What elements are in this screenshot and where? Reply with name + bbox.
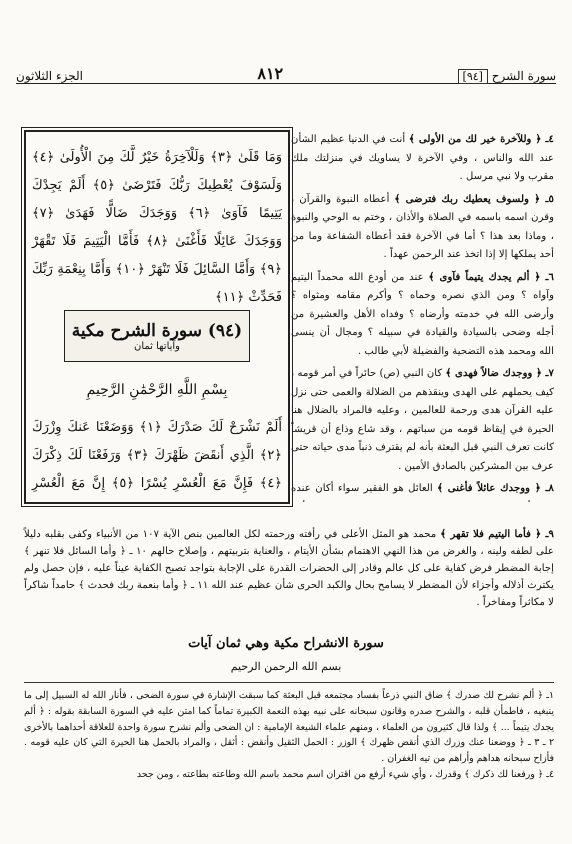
commentary-item: [24, 526, 554, 611]
page-number: ٨١٢: [257, 64, 284, 83]
quran-frame: [24, 130, 290, 504]
commentary-paragraph: ١ـ ﴿ ألم نشرح لك صدرك ﴾ ضاق النبي ذرعاً بفساد مجتمعه قبل البعثة كما سبقت الإشارة في سورة الضحى ، فأنار الله له السبيل إلى ما ينبغيه ، فاطمأن قلبه ، والشرح صدره وقانون سبحانه على نبيه بهذه النعمة الكبيرة تماماً كما امتن عليه في السورة السابقة بقوله : ﴿ ألم يجدك يتيماً ... ﴾ ولذا قال كثيرون من العلماء ، ومنهم علماء الشيعة الإمامية : ان الضحى وألم نشرح سورة واحدة للعلاقة أحداهما بالأخرى ٢ ـ ٣ ـ ﴿ ووضعنا عنك وزرك الذي أنقض ظهرك ﴾ الوزر : الحمل الثقيل وأنقض : أثقل ، والمراد بالحمل هنا الحيرة التي كان عليه قومه . فأزاح سبحانه هداهم وأراهم من تيه الغفران .: [24, 690, 554, 765]
header-juz: الجزء الثلاثون: [16, 69, 83, 83]
basmala: بِسْمِ اللَّهِ الرَّحْمَٰنِ الرَّحِيمِ: [86, 382, 228, 398]
commentary-continuation: [24, 526, 554, 611]
basmala-small: بسم الله الرحمن الرحيم: [230, 660, 342, 673]
commentary-head: ٦ـ ﴿ ألم يجدك يتيماً فآوى ﴾: [428, 270, 554, 283]
commentary-text: أعطاه النبوة والقرآن ، وقرن اسمه باسمه في الصلاة والأذان ، وختم به الوحي والنبوة ، وماذا بعد هذا ؟ أما في الآخرة فقد أعطاه الشفاعة وما من أحد يملكها إلا إذا اتخذ عند الرحمن عهداً .: [291, 193, 554, 260]
commentary-item: [291, 364, 554, 476]
sura-title: (٩٤) سورة الشرح مكية: [71, 320, 243, 341]
commentary-head: ٧ـ ﴿ ووجدك ضالاً فهدى ﴾: [445, 367, 554, 379]
commentary-item: [291, 130, 554, 187]
commentary-text: محمد هو المثل الأعلى في رأفته ورحمته لكل العالمين بنص الآية ١٠٧ من الأنبياء وكفى بقلبه دليلاً على لطفه ولينه ، والغرض من هذا النهي الاهتمام بشأن الأيتام ، والعناية بتربيتهم ، وإصلاح حالهم ١٠ ـ ﴿ وأما السائل فلا تنهر ﴾ إجابة المضطر فرض كفاية على كل عالم وقادر إلى الحضرات القدرة على الإجابة بتواجد تصبح الكفاية عيناً عليه ، فإن حصل ولم يكترث أذلاله وأجزاء لأن المضطر لا يسامح بحال والكبد الحرى شأن عظيم عند الله ١١ ـ ﴿ وأما بنعمة ربك فحدث ﴾ حامداً شاكراً لا مكاثراً ومفاخراً .: [24, 529, 554, 608]
commentary-head: ٨ـ ﴿ ووجدك عائلاً فأغنى ﴾: [437, 482, 554, 494]
divider: [24, 682, 554, 683]
commentary-item: [291, 268, 554, 362]
commentary-item: [291, 479, 554, 502]
commentary-text: أنت في الدنيا عظيم الشأن عند الله والناس ، وفي الآخرة لا يساويك في منزلتك ملك مقرب ولا نبي مرسل .: [291, 134, 554, 182]
sura-banner: سورة الانشراح مكية وهي ثمان آيات: [188, 636, 384, 651]
header-sura: [458, 69, 556, 83]
header-sura-name: سورة الشرح: [491, 69, 556, 83]
commentary-paragraph: ٤ـ ﴿ ورفعنا لك ذكرك ﴾ وقدرك ، وأي شيء أرفع من اقتران اسم محمد باسم الله وطاعته بطاعته ، ومن جحد: [136, 768, 554, 780]
commentary-item: [291, 190, 554, 265]
commentary-text: كان النبي (ص) حائراً في أمر قومه ، كيف يحملهم على الهدى وينقذهم من الضلالة والعمى حتى نزل عليه القرآن هدى ورحمة للعالمين ، وعليه فالمراد بالضلال هنا الحيرة في إيقاظ قومه من سباتهم ، وقد شاع وذاع أن قريشاً كانت تعرف النبي قبل البعثة بأنه لم يقترف ذنباً مدى حياته حتى عرف بين المشركين بالصادق الأمين .: [291, 368, 554, 472]
header-sura-number: [٩٤]: [458, 69, 488, 84]
commentary-text: العائل هو الفقير سواء أكان عنده: [291, 483, 433, 494]
page-header: [16, 61, 556, 84]
quran-verses-duha: وَمَا قَلَىٰ ﴿٣﴾ وَلَلْآخِرَةُ خَيْرٌ لَّكَ مِنَ الْأُولَىٰ ﴿٤﴾ وَلَسَوْفَ يُعْطِيكَ رَبُّكَ فَتَرْضَىٰ ﴿٥﴾ أَلَمْ يَجِدْكَ يَتِيمًا فَآوَىٰ ﴿٦﴾ وَوَجَدَكَ ضَالًّا فَهَدَىٰ ﴿٧﴾ وَوَجَدَكَ عَائِلًا فَأَغْنَىٰ ﴿٨﴾ فَأَمَّا الْيَتِيمَ فَلَا تَقْهَرْ ﴿٩﴾ وَأَمَّا السَّائِلَ فَلَا تَنْهَرْ ﴿١٠﴾ وَأَمَّا بِنِعْمَةِ رَبِّكَ فَحَدِّثْ ﴿١١﴾: [32, 150, 282, 305]
commentary-head: ٩ـ ﴿ فأما اليتيم فلا تقهر ﴾: [440, 528, 555, 540]
quran-verses-sharh: أَلَمْ نَشْرَحْ لَكَ صَدْرَكَ ﴿١﴾ وَوَضَعْنَا عَنكَ وِزْرَكَ ﴿٢﴾ الَّذِي أَنقَضَ ظَهْرَكَ ﴿٣﴾ وَرَفَعْنَا لَكَ ذِكْرَكَ ﴿٤﴾ فَإِنَّ مَعَ الْعُسْرِ يُسْرًا ﴿٥﴾ إِنَّ مَعَ الْعُسْرِ: [32, 420, 282, 491]
sharh-commentary: [24, 688, 554, 783]
sura-verse-count: وآياتها ثمان: [134, 340, 181, 352]
sura-title-box: [64, 310, 250, 362]
page: [10, 6, 562, 838]
commentary-column: [291, 130, 554, 502]
commentary-text: عند من أودع الله محمداً اليتيم وآواه ؟ ومن الذي نصره وحماه ؟ وأكرم مقامه ومثواه ؟ وأرضى الله في خدمته وأرضاه ؟ وفداه الأهل والعشيرة من أجله وضحى بالسيادة والقيادة في سبيله ؟ ومجال أن ينسى الله ومحمد هذه التضحية والفضيلة لأبي طالب .: [291, 271, 554, 357]
commentary-head: ٥ـ ﴿ ولسوف يعطيك ربك فترضى ﴾: [394, 192, 554, 205]
commentary-head: ٤ـ ﴿ وللآخرة خير لك من الأولى ﴾: [408, 133, 554, 145]
